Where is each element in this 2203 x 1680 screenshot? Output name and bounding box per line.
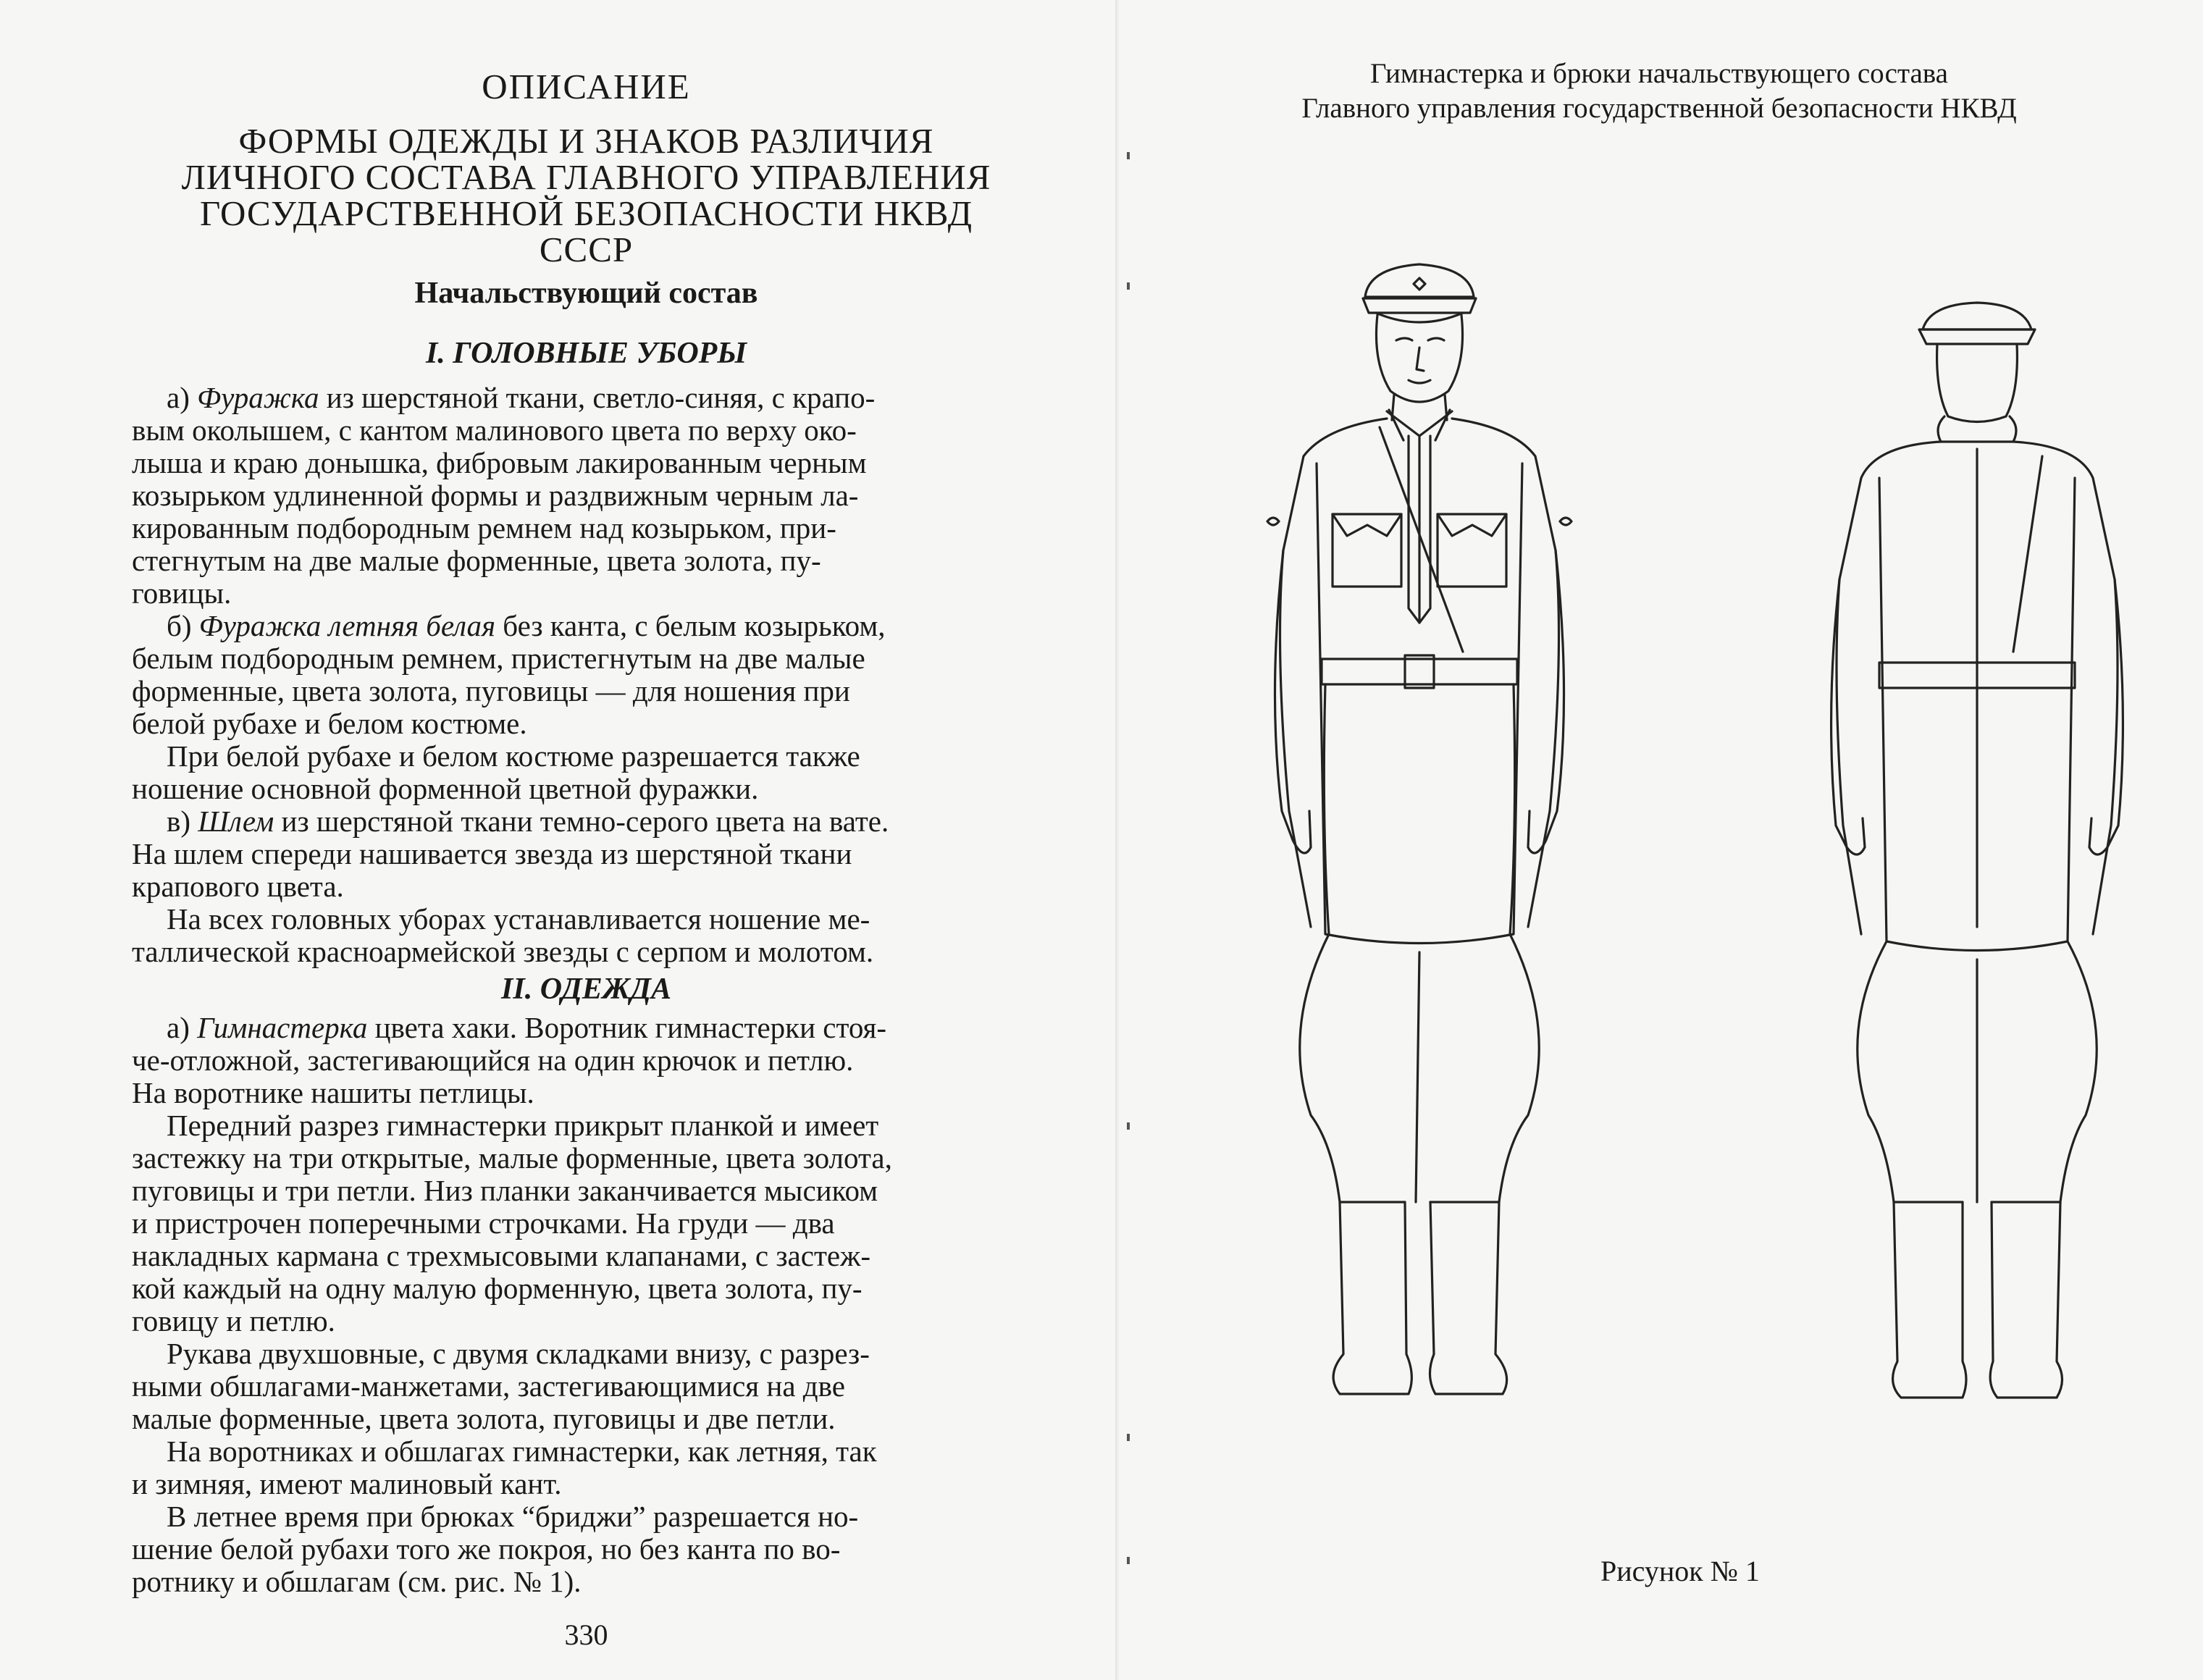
text-line: таллической красноармейской звезды с серпом и молотом.: [132, 935, 874, 968]
section-clothing-text: [132, 1012, 1041, 1598]
text-line: форменные, цвета золота, пуговицы — для ношения при: [132, 674, 850, 707]
text-line: крапового цвета.: [132, 870, 344, 903]
text-line: и зимняя, имеют малиновый кант.: [132, 1467, 562, 1500]
back-view-figure: [1831, 303, 2123, 1398]
text-line: [132, 382, 1041, 414]
figure-label: Рисунок № 1: [1600, 1555, 1760, 1587]
text-line: говицы.: [132, 576, 232, 610]
text-line: стегнутым на две малые форменные, цвета золота, пу-: [132, 544, 821, 577]
text-line: [132, 1012, 1041, 1044]
text-line: белым подбородным ремнем, пристегнутым на две малые: [132, 642, 865, 675]
text-line: застежку на три открытые, малые форменные, цвета золота,: [132, 1141, 892, 1175]
text-line: говицу и петлю.: [132, 1304, 335, 1337]
document-subtitle: [132, 123, 1041, 268]
text-line: При белой рубахе и белом костюме разрешается также: [167, 739, 860, 773]
document-title: ОПИСАНИЕ: [482, 67, 691, 106]
text-line: [132, 610, 1041, 642]
text-line: белой рубахе и белом костюме.: [132, 707, 527, 740]
clothing-paragraphs: [132, 1012, 1041, 1598]
subtitle-line: ЛИЧНОГО СОСТАВА ГЛАВНОГО УПРАВЛЕНИЯ: [181, 157, 991, 197]
text-fragment: без канта, с белым козырьком,: [495, 609, 886, 642]
text-line: пуговицы и три петли. Низ планки заканчивается мысиком: [132, 1174, 878, 1207]
text-line: ношение основной форменной цветной фуражки.: [132, 772, 759, 805]
text-fragment: цвета хаки. Воротник гимнастерки стоя-: [367, 1011, 887, 1044]
scan-mark: [1127, 1122, 1130, 1130]
text-line: На воротниках и обшлагах гимнастерки, как летняя, так: [167, 1435, 877, 1468]
text-line: вым околышем, с кантом малинового цвета по верху око-: [132, 413, 857, 447]
text-fragment: а): [167, 1011, 198, 1044]
front-view-figure: [1267, 264, 1572, 1394]
text-line: Передний разрез гимнастерки прикрыт планкой и имеет: [167, 1109, 879, 1142]
uniform-illustration: [1224, 246, 2129, 1434]
text-fragment: в): [167, 805, 198, 838]
text-line: лыша и краю донышка, фибровым лакированным черным: [132, 446, 867, 479]
subtitle-line: СССР: [539, 230, 634, 269]
scan-mark: [1127, 1557, 1130, 1564]
text-line: На воротнике нашиты петлицы.: [132, 1076, 534, 1109]
text-fragment: из шерстяной ткани темно-серого цвета на вате.: [274, 805, 889, 838]
text-fragment: из шерстяной ткани, светло-синяя, с крапо-: [319, 381, 876, 414]
text-line: накладных кармана с трехмысовыми клапанами, с застеж-: [132, 1239, 871, 1272]
italic-term: Фуражка летняя белая: [198, 609, 496, 642]
section-headwear-text: [132, 382, 1041, 968]
text-line: кированным подбородным ремнем над козырьком, при-: [132, 511, 836, 545]
scan-mark: [1127, 152, 1130, 159]
text-line: Рукава двухшовные, с двумя складками внизу, с разрез-: [167, 1337, 870, 1370]
text-line: шение белой рубахи того же покроя, но без канта по во-: [132, 1532, 841, 1566]
caption-line: Главного управления государственной безопасности НКВД: [1301, 93, 2017, 124]
section-headwear-heading: I. ГОЛОВНЫЕ УБОРЫ: [425, 337, 747, 370]
text-line: ротнику и обшлагам (см. рис. № 1).: [132, 1565, 582, 1598]
text-line: На всех головных уборах устанавливается ношение ме-: [167, 902, 870, 936]
italic-term: Шлем: [198, 805, 274, 838]
caption-line: Гимнастерка и брюки начальствующего состава: [1370, 58, 1948, 89]
headwear-paragraphs: [132, 382, 1041, 968]
text-line: козырьком удлиненной формы и раздвижным черным ла-: [132, 479, 859, 512]
text-line: ными обшлагами-манжетами, застегивающимися на две: [132, 1369, 845, 1403]
text-line: На шлем спереди нашивается звезда из шерстяной ткани: [132, 837, 852, 870]
text-line: и пристрочен поперечными строчками. На груди — два: [132, 1206, 835, 1240]
figure-caption: [1115, 56, 2203, 126]
italic-term: Гимнастерка: [197, 1011, 368, 1044]
text-fragment: б): [167, 609, 199, 642]
text-line: че-отложной, застегивающийся на один крючок и петлю.: [132, 1043, 854, 1077]
staff-heading: Начальствующий состав: [414, 277, 758, 310]
subtitle-line: ФОРМЫ ОДЕЖДЫ И ЗНАКОВ РАЗЛИЧИЯ: [238, 121, 934, 161]
scan-mark: [1127, 282, 1130, 290]
text-line: малые форменные, цвета золота, пуговицы и две петли.: [132, 1402, 836, 1435]
text-line: В летнее время при брюках “бриджи” разрешается но-: [167, 1500, 859, 1533]
page-number: 330: [564, 1618, 608, 1651]
text-line: [132, 805, 1041, 838]
section-clothing-heading: II. ОДЕЖДА: [501, 973, 671, 1006]
text-fragment: а): [167, 381, 198, 414]
scan-mark: [1127, 1434, 1130, 1441]
subtitle-line: ГОСУДАРСТВЕННОЙ БЕЗОПАСНОСТИ НКВД: [199, 193, 973, 233]
italic-term: Фуражка: [197, 381, 319, 414]
text-line: кой каждый на одну малую форменную, цвета золота, пу-: [132, 1272, 863, 1305]
